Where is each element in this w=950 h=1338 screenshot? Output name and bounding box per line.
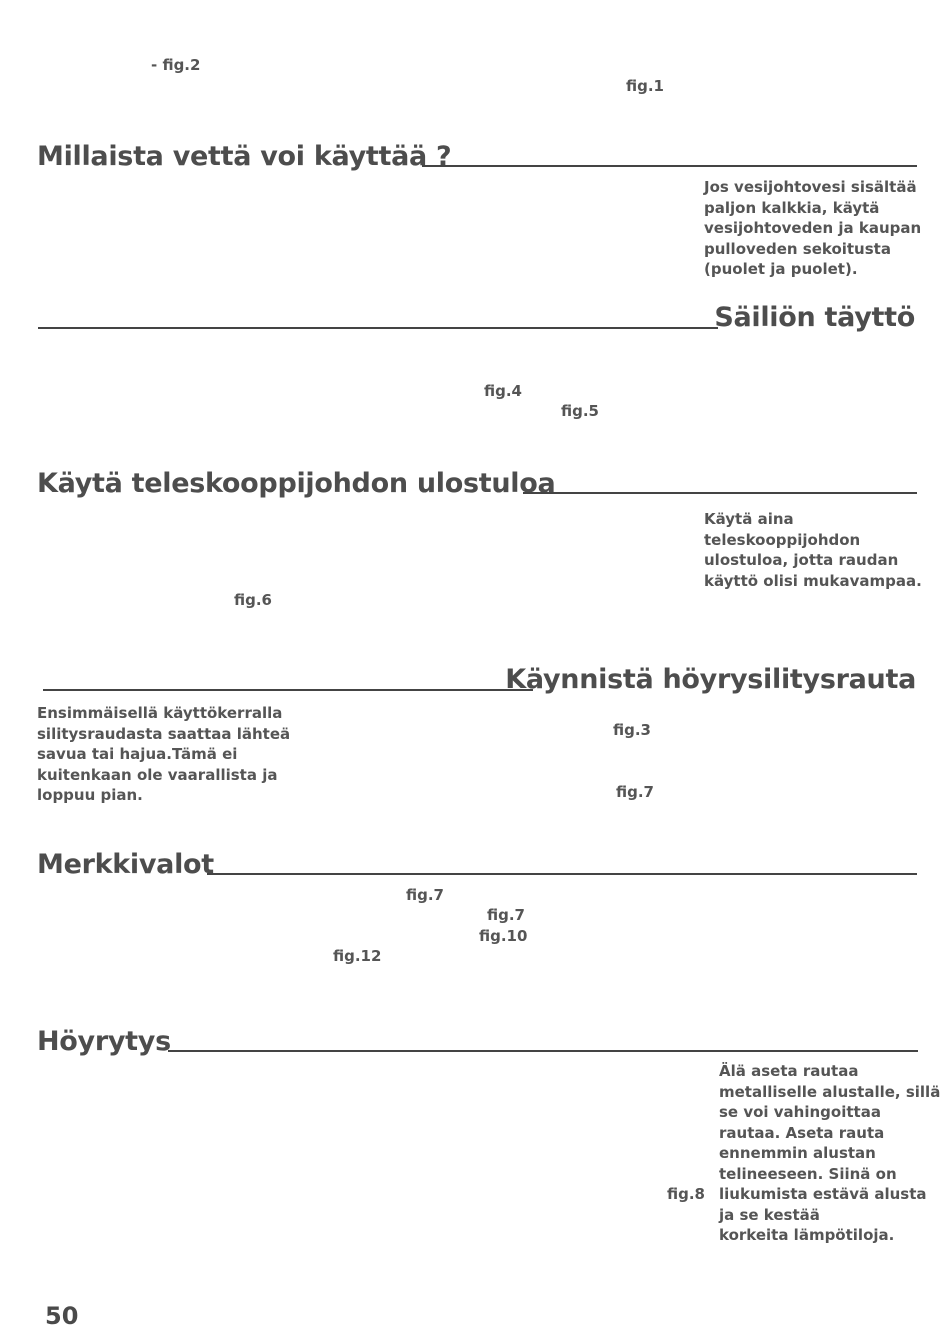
- section-title-start: Käynnistä höyrysilitysrauta: [505, 664, 916, 695]
- note-steam: [719, 1061, 940, 1246]
- note-start: [37, 703, 290, 806]
- page-number: 50: [45, 1302, 79, 1330]
- note-line: savua tai hajua.Tämä ei: [37, 745, 238, 763]
- section-rule-lights: [207, 873, 917, 875]
- note-line: paljon kalkkia, käytä: [704, 198, 880, 217]
- fig-7-label: fig.7: [487, 906, 525, 924]
- section-rule-water: [422, 165, 917, 167]
- fig-7-label: fig.7: [616, 783, 654, 801]
- note-line: pulloveden sekoitusta: [704, 239, 891, 258]
- note-line: Älä aseta rautaa: [719, 1062, 859, 1080]
- section-rule-start: [43, 689, 533, 691]
- fig-12-label: fig.12: [333, 947, 382, 965]
- section-rule-fill: [38, 327, 718, 329]
- note-cord: [704, 509, 922, 591]
- note-line: kuitenkaan ole vaarallista ja: [37, 765, 278, 784]
- fig-6-label: fig.6: [234, 591, 272, 609]
- note-line: ennemmin alustan: [719, 1144, 876, 1162]
- note-line: metalliselle alustalle, sillä: [719, 1082, 941, 1101]
- section-rule-steam: [168, 1050, 918, 1052]
- note-line: liukumista estävä alusta: [719, 1185, 927, 1203]
- note-line: ja se kestää: [719, 1205, 820, 1224]
- note-line: loppuu pian.: [37, 786, 143, 804]
- section-title-water: Millaista vettä voi käyttää ?: [37, 141, 452, 172]
- fig-3-label: fig.3: [613, 721, 651, 739]
- note-line: teleskooppijohdon: [704, 530, 861, 549]
- note-line: korkeita lämpötiloja.: [719, 1226, 895, 1244]
- note-line: telineeseen. Siinä on: [719, 1164, 897, 1183]
- section-title-cord: Käytä teleskooppijohdon ulostuloa: [37, 468, 556, 499]
- note-line: vesijohtoveden ja kaupan: [704, 219, 922, 237]
- section-title-fill: Säiliön täyttö: [714, 302, 915, 333]
- fig-7-label: fig.7: [406, 886, 444, 904]
- note-line: rautaa. Aseta rauta: [719, 1123, 885, 1142]
- note-line: Käytä aina: [704, 510, 794, 528]
- fig-1-label: fig.1: [626, 77, 664, 95]
- fig-4-label: fig.4: [484, 382, 522, 400]
- section-title-steam: Höyrytys: [37, 1026, 171, 1057]
- note-line: Jos vesijohtovesi sisältää: [704, 178, 917, 196]
- note-line: silitysraudasta saattaa lähteä: [37, 724, 291, 743]
- fig-5-label: fig.5: [561, 402, 599, 420]
- section-title-lights: Merkkivalot: [37, 849, 214, 880]
- fig-8-label: fig.8: [667, 1185, 705, 1203]
- note-water: [704, 177, 921, 280]
- note-line: ulostuloa, jotta raudan: [704, 551, 899, 569]
- fig-10-label: fig.10: [479, 927, 528, 945]
- note-line: se voi vahingoittaa: [719, 1103, 881, 1121]
- section-rule-cord: [523, 492, 917, 494]
- fig-2-label: - fig.2: [151, 56, 201, 74]
- note-line: käyttö olisi mukavampaa.: [704, 571, 922, 590]
- note-line: Ensimmäisellä käyttökerralla: [37, 704, 283, 722]
- note-line: (puolet ja puolet).: [704, 260, 858, 278]
